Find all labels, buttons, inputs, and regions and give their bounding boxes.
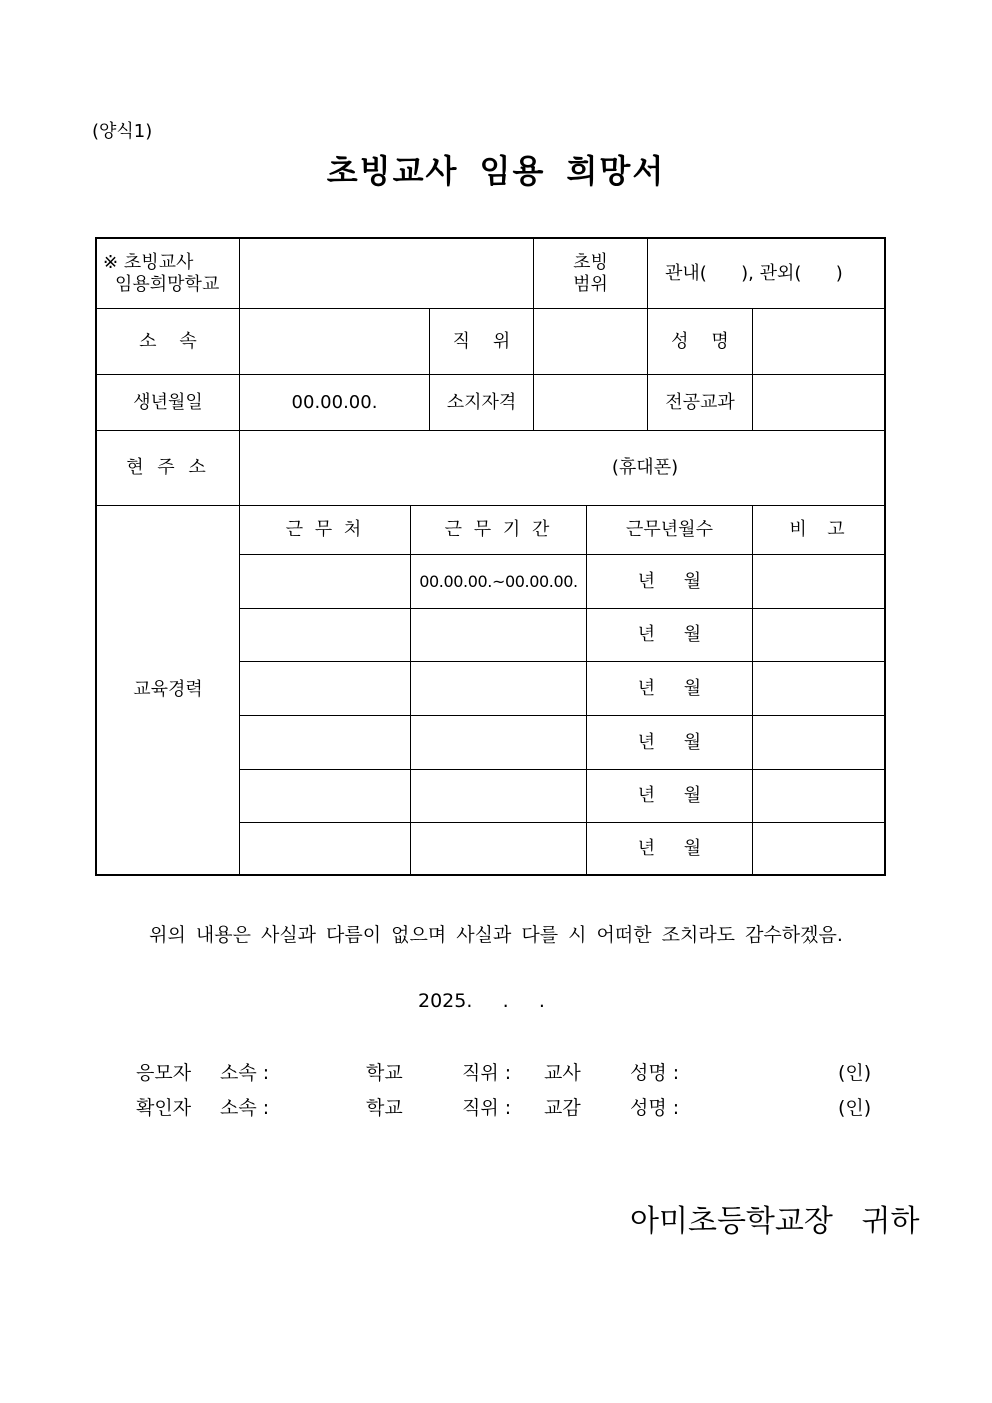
preferred-school-field[interactable] xyxy=(240,239,533,308)
applicant-name-label: 성명 : xyxy=(630,1062,680,1084)
preferred-school-label-line1: ※ 초빙교사 xyxy=(103,251,194,273)
document-title: 초빙교사 임용 희망서 xyxy=(326,152,666,190)
application-table xyxy=(95,237,886,876)
career-note-field[interactable] xyxy=(753,609,884,661)
invitation-scope-field[interactable]: 관내( ), 관외( ) xyxy=(665,262,843,284)
career-workplace-field[interactable] xyxy=(240,716,410,769)
career-workplace-field[interactable] xyxy=(240,609,410,661)
birthdate-label: 생년월일 xyxy=(133,391,203,413)
applicant-position-value: 교사 xyxy=(544,1062,581,1084)
name-label: 성 명 xyxy=(671,330,729,352)
addressee-line: 아미초등학교장 귀하 xyxy=(630,1204,920,1239)
career-period-field[interactable] xyxy=(411,609,586,661)
license-label: 소지자격 xyxy=(446,391,517,413)
career-duration-field[interactable]: 년 월 xyxy=(637,837,702,859)
preferred-school-label xyxy=(97,239,239,308)
position-label: 직 위 xyxy=(452,330,511,352)
career-duration-field[interactable]: 년 월 xyxy=(637,677,702,699)
date-line: 2025. . . xyxy=(418,990,545,1012)
applicant-role-label: 응모자 xyxy=(136,1062,192,1084)
affiliation-field[interactable] xyxy=(240,309,429,374)
career-duration-field[interactable]: 년 월 xyxy=(637,624,702,645)
career-period-field[interactable] xyxy=(411,770,586,822)
career-duration-field[interactable]: 년 월 xyxy=(637,570,702,592)
career-duration-field[interactable]: 년 월 xyxy=(637,731,702,753)
applicant-seal-mark: (인) xyxy=(838,1062,872,1084)
verifier-school-label: 학교 xyxy=(366,1097,403,1119)
teaching-career-label: 교육경력 xyxy=(133,679,203,700)
career-header-note: 비 고 xyxy=(789,519,848,540)
verifier-name-label: 성명 : xyxy=(630,1097,680,1119)
license-field[interactable] xyxy=(534,375,647,430)
verifier-position-value: 교감 xyxy=(544,1097,581,1119)
table-line xyxy=(95,874,886,876)
invitation-scope-label-line1: 초빙 xyxy=(573,251,608,273)
career-workplace-field[interactable] xyxy=(240,770,410,822)
address-label: 현 주 소 xyxy=(126,457,210,478)
address-field[interactable] xyxy=(240,431,600,505)
major-subject-label: 전공교과 xyxy=(665,391,735,413)
verifier-role-label: 확인자 xyxy=(136,1097,192,1119)
career-note-field[interactable] xyxy=(753,555,884,608)
career-note-field[interactable] xyxy=(753,662,884,715)
career-period-field[interactable]: 00.00.00.~00.00.00. xyxy=(419,571,578,591)
career-period-field[interactable] xyxy=(411,716,586,769)
applicant-position-label: 직위 : xyxy=(462,1062,512,1084)
career-header-workplace: 근 무 처 xyxy=(285,519,365,540)
mobile-phone-label: (휴대폰) xyxy=(611,457,679,478)
verifier-affiliation-label: 소속 : xyxy=(220,1097,270,1119)
major-subject-field[interactable] xyxy=(753,375,884,430)
applicant-affiliation-label: 소속 : xyxy=(220,1062,270,1084)
career-workplace-field[interactable] xyxy=(240,555,410,608)
birthdate-field[interactable]: 00.00.00. xyxy=(291,391,378,413)
name-field[interactable] xyxy=(753,309,884,374)
career-workplace-field[interactable] xyxy=(240,823,410,874)
career-period-field[interactable] xyxy=(411,823,586,874)
invitation-scope-label-line2: 범위 xyxy=(573,273,608,295)
pledge-statement: 위의 내용은 사실과 다름이 없으며 사실과 다를 시 어떠한 조치라도 감수하겠음. xyxy=(149,924,843,946)
career-note-field[interactable] xyxy=(753,770,884,822)
career-header-period: 근 무 기 간 xyxy=(444,519,553,540)
position-field[interactable] xyxy=(534,309,647,374)
verifier-seal-mark: (인) xyxy=(838,1097,872,1119)
invitation-scope-label xyxy=(534,239,647,308)
table-line xyxy=(884,237,886,876)
career-duration-field[interactable]: 년 월 xyxy=(637,785,702,806)
career-header-duration: 근무년월수 xyxy=(626,519,713,540)
career-note-field[interactable] xyxy=(753,823,884,874)
applicant-school-label: 학교 xyxy=(366,1062,403,1084)
preferred-school-label-line2: 임용희망학교 xyxy=(115,273,220,295)
verifier-position-label: 직위 : xyxy=(462,1097,512,1119)
career-note-field[interactable] xyxy=(753,716,884,769)
career-workplace-field[interactable] xyxy=(240,662,410,715)
career-period-field[interactable] xyxy=(411,662,586,715)
form-number-label: (양식1) xyxy=(92,121,153,142)
affiliation-label: 소 속 xyxy=(139,330,197,352)
